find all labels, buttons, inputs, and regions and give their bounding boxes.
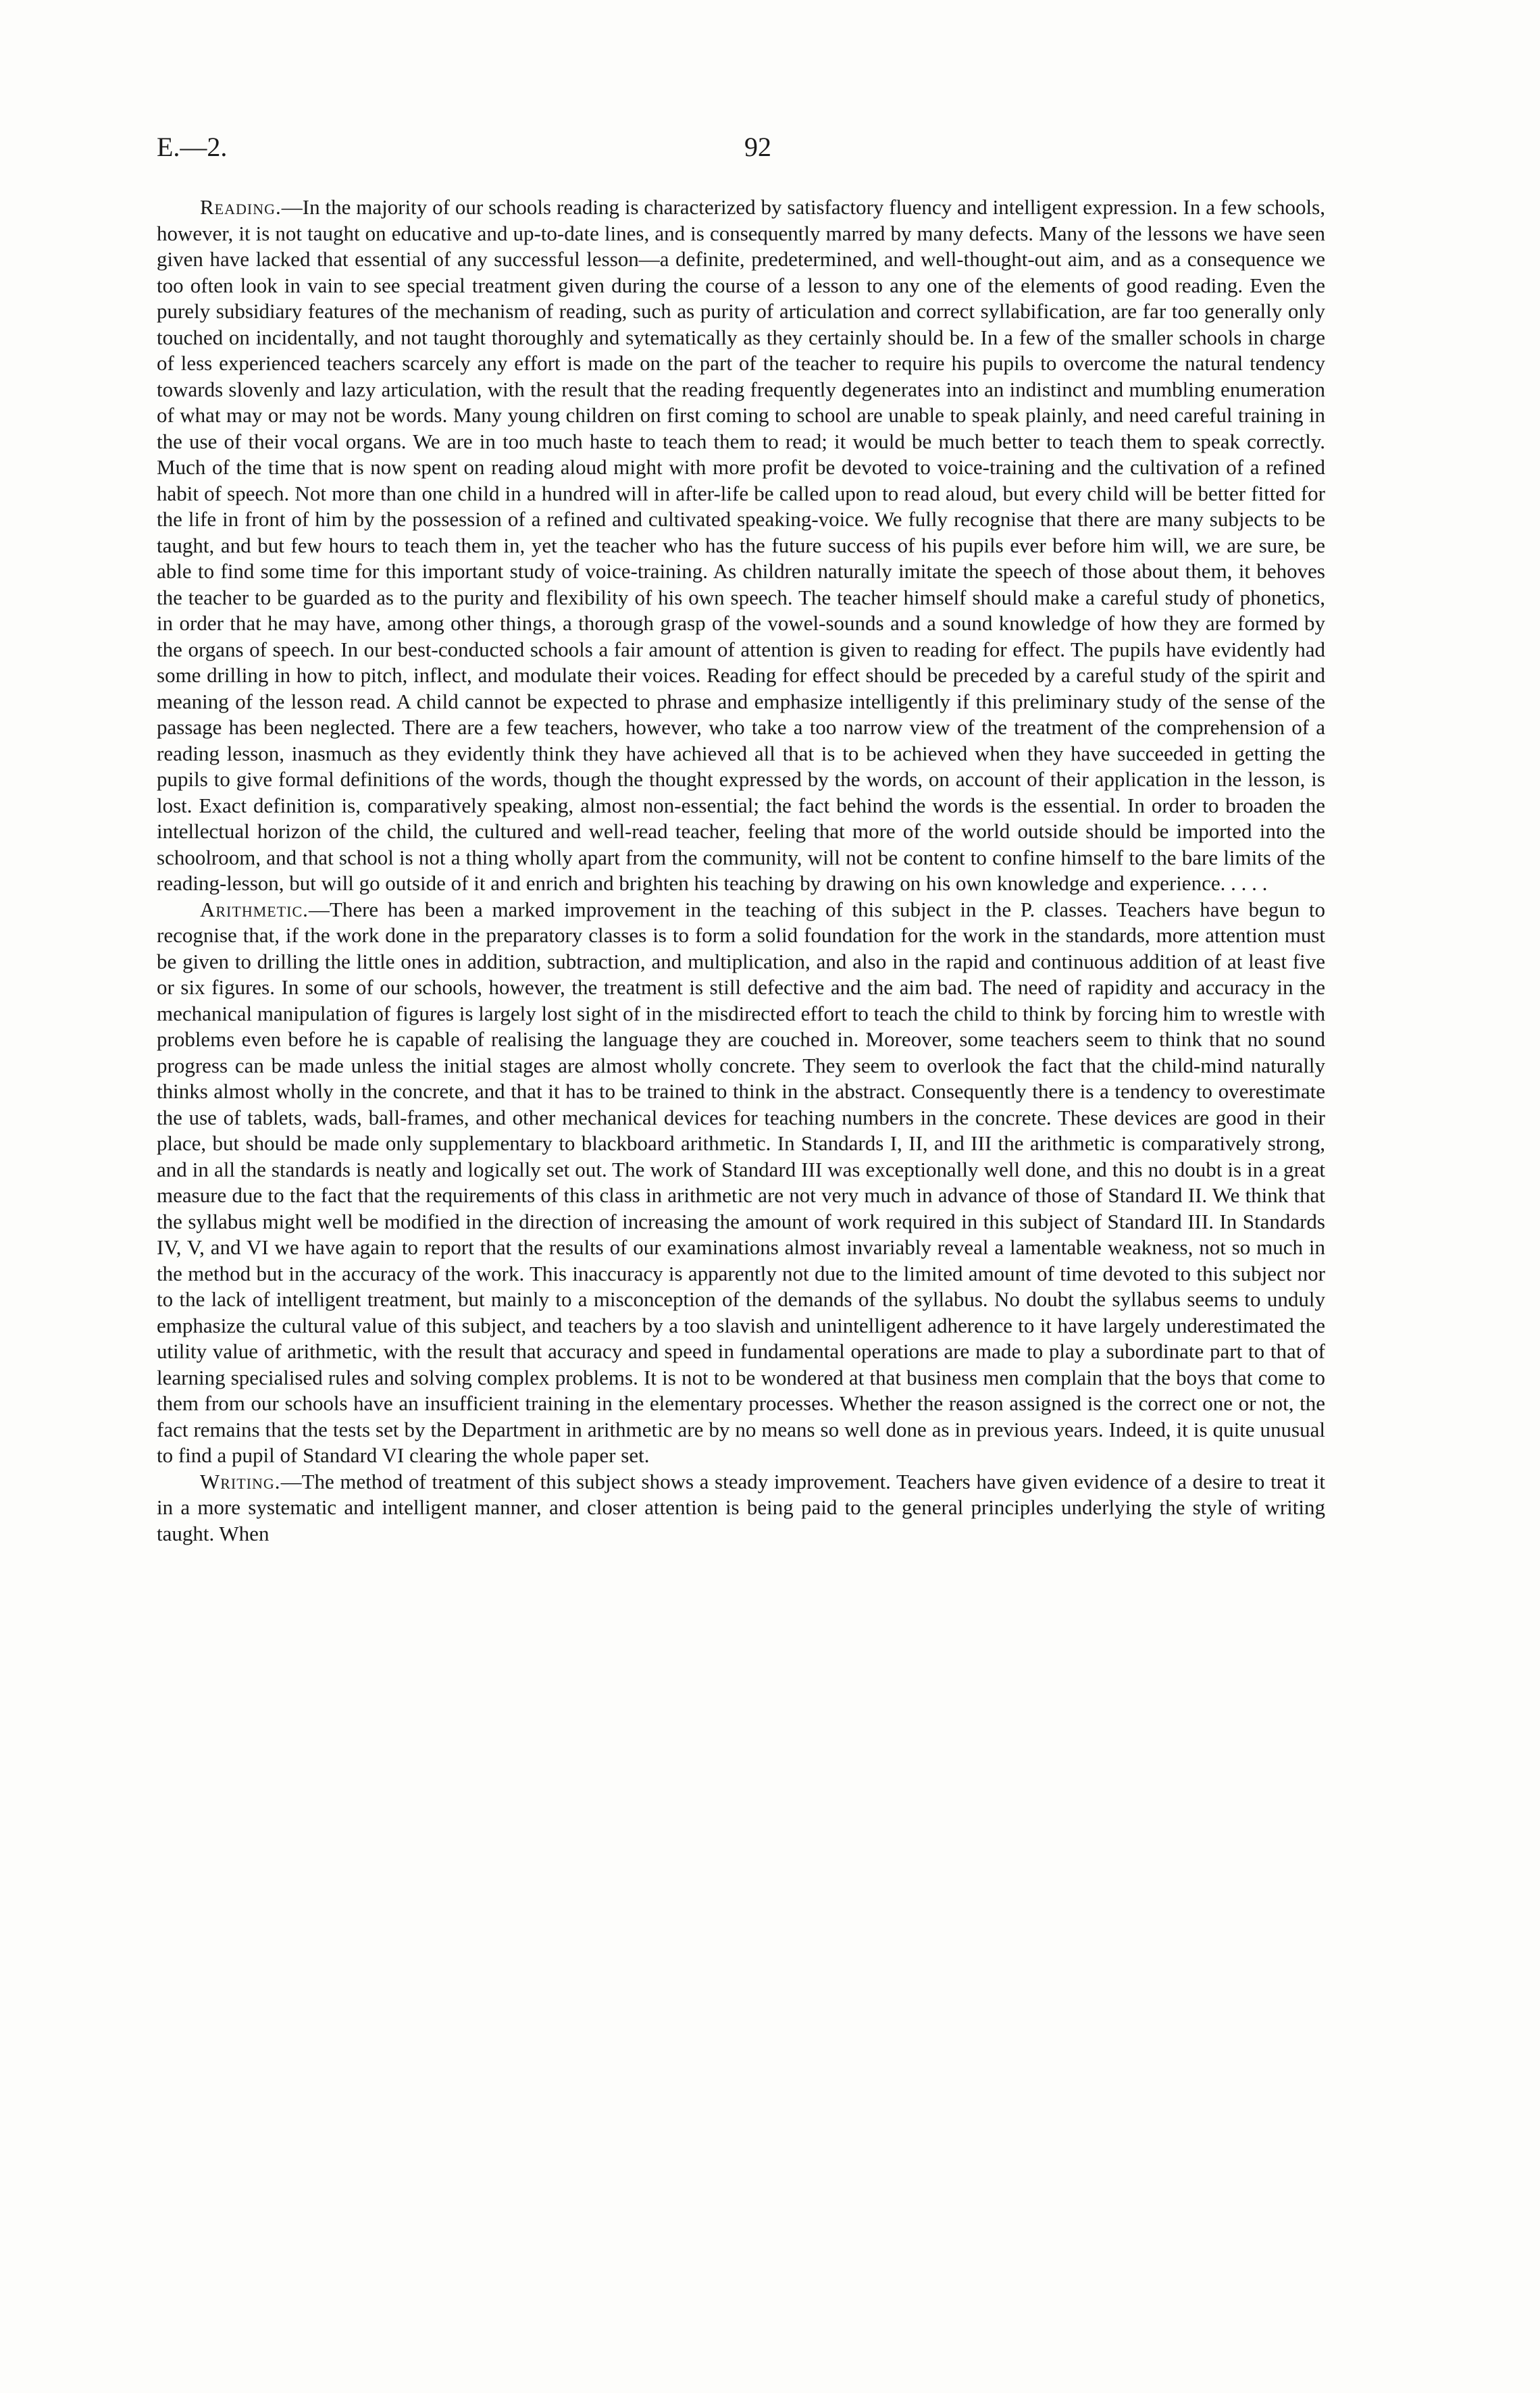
page-header <box>157 127 1406 168</box>
paragraph-text-reading: —In the majority of our schools reading is characterized by satisfactory fluency and intelligent expression. In a few schools, however, it is not taught on educative and up-to-date lines, and is consequently marred by many defects. Many of the lessons we have seen given have lacked that essential of any successful lesson—a definite, predetermined, and well-thought-out aim, and as a consequence we too often look in vain to see special treatment given during the course of a lesson to any one of the elements of good reading. Even the purely subsidiary features of the mechanism of reading, such as purity of articulation and correct syllabification, are far too generally only touched on incidentally, and not taught thoroughly and sytematically as they certainly should be. In a few of the smaller schools in charge of less experienced teachers scarcely any effort is made on the part of the teacher to require his pupils to overcome the natural tendency towards slovenly and lazy articulation, with the result that the reading frequently degenerates into an indistinct and mumbling enumeration of what may or may not be words. Many young children on first coming to school are unable to speak plainly, and need careful training in the use of their vocal organs. We are in too much haste to teach them to read; it would be much better to teach them to speak correctly. Much of the time that is now spent on reading aloud might with more profit be devoted to voice-training and the cultivation of a refined habit of speech. Not more than one child in a hundred will in after-life be called upon to read aloud, but every child will be better fitted for the life in front of him by the possession of a refined and cultivated speaking-voice. We fully recognise that there are many subjects to be taught, and but few hours to teach them in, yet the teacher who has the future success of his pupils ever before him will, we are sure, be able to find some time for this important study of voice-training. As children naturally imitate the speech of those about them, it behoves the teacher to be guarded as to the purity and flexibility of his own speech. The teacher himself should make a careful study of phonetics, in order that he may have, among other things, a thorough grasp of the vowel-sounds and a sound knowledge of how they are formed by the organs of speech. In our best-conducted schools a fair amount of attention is given to reading for effect. The pupils have evidently had some drilling in how to pitch, inflect, and modulate their voices. Reading for effect should be preceded by a careful study of the spirit and meaning of the lesson read. A child cannot be expected to phrase and emphasize intelligently if this preliminary study of the sense of the passage has been neglected. There are a few teachers, however, who take a too narrow view of the treatment of the comprehension of a reading lesson, inasmuch as they evidently think they have achieved all that is to be achieved when they have succeeded in getting the pupils to give formal definitions of the words, though the thought expressed by the words, on account of their application in the lesson, is lost. Exact definition is, comparatively speaking, almost non-essential; the fact behind the words is the essential. In order to broaden the intellectual horizon of the child, the cultured and well-read teacher, feeling that more of the world outside should be imported into the schoolroom, and that school is not a thing wholly apart from the community, will not be content to confine himself to the bare limits of the reading-lesson, but will go outside of it and enrich and brighten his teaching by drawing on his own knowledge and experience. . . . . <box>157 195 1325 895</box>
paragraph-text-arithmetic: —There has been a marked improvement in the teaching of this subject in the P. classes. Teachers have begun to recognise that, if the work done in the preparatory classes is to form a solid foundation for the work in the standards, more attention must be given to drilling the little ones in addition, subtraction, and multiplication, and also in the rapid and continuous addition of at least five or six figures. In some of our schools, however, the treatment is still defective and the aim bad. The need of rapidity and accuracy in the mechanical manipulation of figures is largely lost sight of in the misdirected effort to teach the child to think by forcing him to wrestle with problems even before he is capable of realising the language they are couched in. Moreover, some teachers seem to think that no sound progress can be made unless the initial stages are almost wholly concrete. They seem to overlook the fact that the child-mind naturally thinks almost wholly in the concrete, and that it has to be trained to think in the abstract. Consequently there is a tendency to overestimate the use of tablets, wads, ball-frames, and other mechanical devices for teaching numbers in the concrete. These devices are good in their place, but should be made only supplementary to blackboard arithmetic. In Standards I, II, and III the arithmetic is comparatively strong, and in all the standards is neatly and logically set out. The work of Standard III was exceptionally well done, and this no doubt is in a great measure due to the fact that the requirements of this class in arithmetic are not very much in advance of those of Standard II. We think that the syllabus might well be modified in the direction of increasing the amount of work required in this subject of Standard III. In Standards IV, V, and VI we have again to report that the results of our examinations almost invariably reveal a lamentable weakness, not so much in the method but in the accuracy of the work. This inaccuracy is apparently not due to the limited amount of time devoted to this subject nor to the lack of intelligent treatment, but mainly to a misconception of the demands of the syllabus. No doubt the syllabus seems to unduly emphasize the cultural value of this subject, and teachers by a too slavish and unintelligent adherence to it have largely underestimated the utility value of arithmetic, with the result that accuracy and speed in fundamental operations are made to play a subordinate part to that of learning specialised rules and solving complex problems. It is not to be wondered at that business men complain that the boys that come to them from our schools have an insufficient training in the elementary processes. Whether the reason assigned is the correct one or not, the fact remains that the tests set by the Department in arithmetic are by no means so well done as in previous years. Indeed, it is quite unusual to find a pupil of Standard VI clearing the whole paper set. <box>157 897 1325 1467</box>
paragraph-text-writing: —The method of treatment of this subject shows a steady improvement. Teachers have given evidence of a desire to treat it in a more systematic and intelligent manner, and closer attention is being paid to the general principles underlying the style of writing taught. When <box>157 1469 1325 1545</box>
paragraph-writing <box>157 1469 1325 1547</box>
section-heading-arithmetic: Arithmetic. <box>200 897 309 921</box>
body-text <box>157 195 1325 1547</box>
section-heading-reading: Reading. <box>200 195 282 219</box>
document-reference: E.—2. <box>157 132 228 162</box>
paragraph-arithmetic <box>157 897 1325 1469</box>
page-number: 92 <box>744 132 771 162</box>
paragraph-reading <box>157 195 1325 897</box>
section-heading-writing: Writing. <box>200 1469 281 1493</box>
